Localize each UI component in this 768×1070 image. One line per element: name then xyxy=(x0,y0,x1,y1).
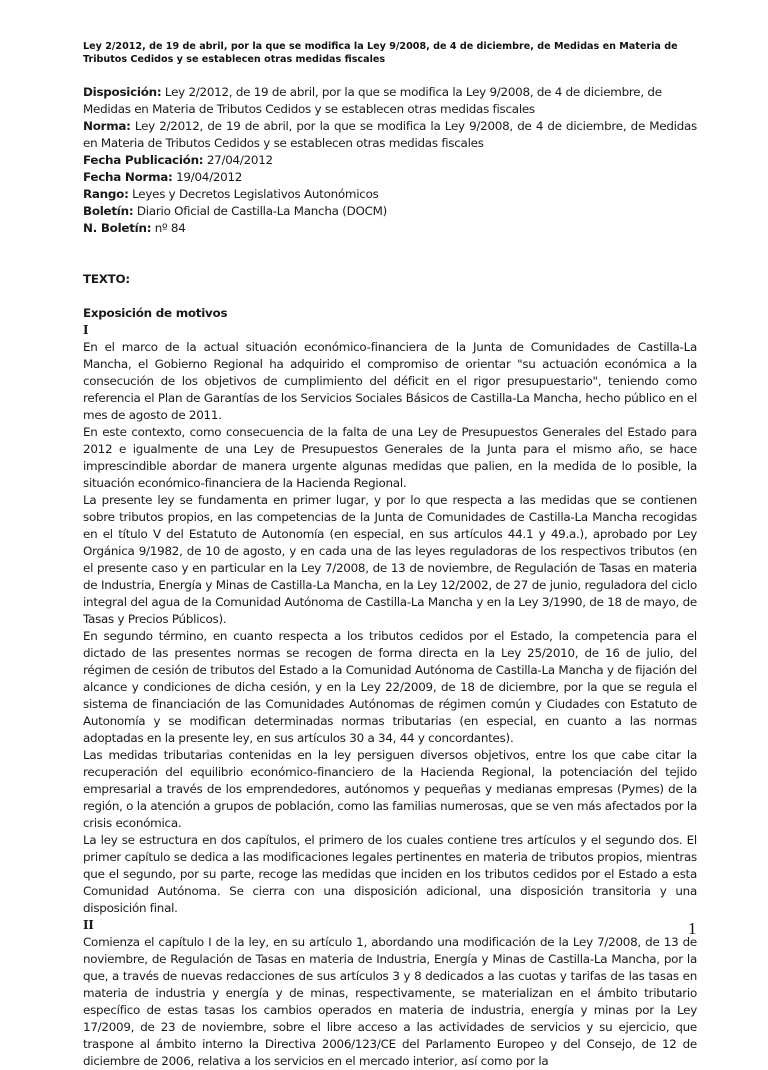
meta-value: Diario Oficial de Castilla-La Mancha (DOCM) xyxy=(136,204,388,218)
paragraph: En el marco de la actual situación económico-financiera de la Junta de Comunidades de Castilla-La Mancha, el Gobierno Regional ha adquirido el compromiso de orientar "su actuación económica a la consecución de los objetivos de cumplimiento del déficit en el rigor presupuestario", teniendo como referencia el Plan de Garantías de los Servicios Sociales Básicos de Castilla-La Mancha, hecho público en el mes de agosto de 2011. xyxy=(83,340,697,422)
document-content xyxy=(83,84,697,1070)
metadata-block xyxy=(83,84,697,237)
paragraph: En este contexto, como consecuencia de la falta de una Ley de Presupuestos Generales del Estado para 2012 e igualmente de una Ley de Presupuestos Generales de la Junta para el mismo año, se hace imprescindible abordar de manera urgente algunas medidas que palien, en la medida de lo posible, la situación económico-financiera de la Hacienda Regional. xyxy=(83,425,697,490)
texto-label: TEXTO: xyxy=(83,272,130,286)
meta-value: 27/04/2012 xyxy=(206,153,273,167)
meta-fecha-publicacion xyxy=(83,152,697,169)
meta-label: Fecha Norma: xyxy=(83,170,173,184)
meta-value: Leyes y Decretos Legislativos Autonómicos xyxy=(132,187,379,201)
running-header-title: Ley 2/2012, de 19 de abril, por la que se modifica la Ley 9/2008, de 4 de diciembre, de Medidas en Materia de Tributos Cedidos y se establecen otras medidas fiscales xyxy=(83,41,678,65)
running-header xyxy=(83,40,697,66)
paragraph: La ley se estructura en dos capítulos, el primero de los cuales contiene tres artículos y el segundo dos. El primer capítulo se dedica a las modificaciones legales pertinentes en materia de tributos propios, mientras que el segundo, por su parte, recoge las medidas que inciden en los tributos cedidos por el Estado a esta Comunidad Autónoma. Se cierra con una disposición adicional, una disposición transitoria y una disposición final. xyxy=(83,833,697,915)
meta-value: 19/04/2012 xyxy=(176,170,243,184)
paragraph: Las medidas tributarias contenidas en la ley persiguen diversos objetivos, entre los que cabe citar la recuperación del equilibrio económico-financiero de la Hacienda Regional, la potenciación del tejido empresarial a través de los emprendedores, autónomos y pequeñas y medianas empresas (Pymes) de la región, o la atención a grupos de población, como las familias numerosas, que se ven más afectados por la crisis económica. xyxy=(83,748,697,830)
paragraph: La presente ley se fundamenta en primer lugar, y por lo que respecta a las medidas que se contienen sobre tributos propios, en las competencias de la Junta de Comunidades de Castilla-La Mancha recogidas en el título V del Estatuto de Autonomía (en especial, en sus artículos 44.1 y 49.a.), aprobado por Ley Orgánica 9/1982, de 10 de agosto, y en cada una de las leyes reguladoras de los respectivos tributos (en el presente caso y en particular en la Ley 7/2008, de 13 de noviembre, de Regulación de Tasas en materia de Industria, Energía y Minas de Castilla-La Mancha, en la Ley 12/2002, de 27 de junio, reguladora del ciclo integral del agua de la Comunidad Autónoma de Castilla-La Mancha y en la Ley 3/1990, de 18 de mayo, de Tasas y Precios Públicos). xyxy=(83,493,697,626)
page-number: 1 xyxy=(688,919,697,938)
meta-value: Ley 2/2012, de 19 de abril, por la que se modifica la Ley 9/2008, de 4 de diciembre, de Medidas en Materia de Tributos Cedidos y se establecen otras medidas fiscales xyxy=(83,119,697,150)
section-number-1: I xyxy=(83,323,89,337)
meta-boletin xyxy=(83,203,697,220)
meta-n-boletin xyxy=(83,220,697,237)
paragraph: En segundo término, en cuanto respecta a los tributos cedidos por el Estado, la competencia para el dictado de las presentes normas se recogen de forma directa en la Ley 25/2010, de 16 de julio, del régimen de cesión de tributos del Estado a la Comunidad Autónoma de Castilla-La Mancha y de fijación del alcance y condiciones de dicha cesión, y en la Ley 22/2009, de 18 de diciembre, por la que se regula el sistema de financiación de las Comunidades Autónomas de régimen común y Ciudades con Estatuto de Autonomía y se modifican determinadas normas tributarias (en especial, en cuanto a las normas adoptadas en la presente ley, en sus artículos 30 a 34, 44 y concordantes). xyxy=(83,629,697,745)
meta-norma xyxy=(83,118,697,152)
meta-label: Norma: xyxy=(83,119,131,133)
meta-value: nº 84 xyxy=(154,221,186,235)
meta-label: Rango: xyxy=(83,187,129,201)
section-heading: Exposición de motivos xyxy=(83,306,228,320)
meta-label: N. Boletín: xyxy=(83,221,152,235)
section-number-2: II xyxy=(83,918,94,932)
meta-disposicion xyxy=(83,84,697,118)
paragraph: Comienza el capítulo I de la ley, en su artículo 1, abordando una modificación de la Ley 7/2008, de 13 de noviembre, de Regulación de Tasas en materia de Industria, Energía y Minas de Castilla-La Mancha, por la que, a través de nuevas redacciones de sus artículos 3 y 8 dedicados a las cuotas y tarifas de las tasas en materia de industria y energía y de minas, respectivamente, se materializan en el ámbito tributario específico de estas tasas los cambios operados en materia de industria, energía y minas por la Ley 17/2009, de 23 de noviembre, sobre el libre acceso a las actividades de servicios y su ejercicio, que traspone al ámbito interno la Directiva 2006/123/CE del Parlamento Europeo y del Consejo, de 12 de diciembre de 2006, relativa a los servicios en el mercado interior, así como por la xyxy=(83,935,697,1068)
meta-label: Disposición: xyxy=(83,85,162,99)
meta-rango xyxy=(83,186,697,203)
meta-label: Fecha Publicación: xyxy=(83,153,204,167)
meta-value: Ley 2/2012, de 19 de abril, por la que se modifica la Ley 9/2008, de 4 de diciembre, de Medidas en Materia de Tributos Cedidos y se establecen otras medidas fiscales xyxy=(83,85,662,116)
meta-label: Boletín: xyxy=(83,204,134,218)
meta-fecha-norma xyxy=(83,169,697,186)
